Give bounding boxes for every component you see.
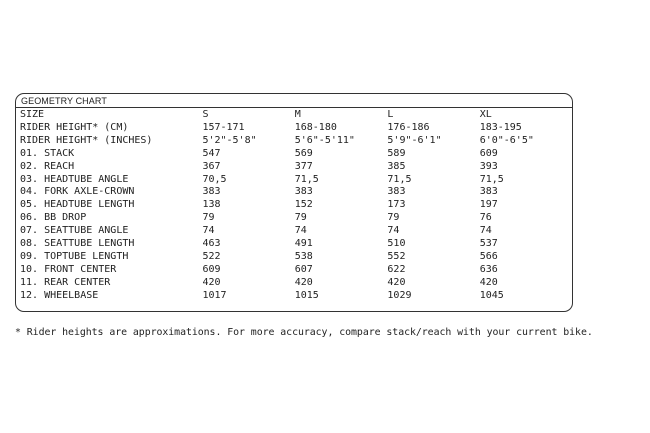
header-size-label: SIZE: [20, 109, 45, 120]
row-value-xl: 636: [479, 263, 498, 275]
row-label: 04. FORK AXLE-CROWN: [20, 186, 135, 198]
row-value-s: 547: [202, 147, 221, 159]
row-value-m: 383: [294, 186, 313, 198]
row-label: RIDER HEIGHT* (INCHES): [20, 134, 153, 146]
table-body: [20, 122, 572, 303]
header-size-xl: XL: [479, 109, 492, 120]
row-value-s: 74: [202, 225, 215, 237]
row-label: RIDER HEIGHT* (CM): [20, 121, 129, 133]
table-row: [20, 290, 572, 303]
row-value-l: 173: [387, 199, 406, 211]
row-value-xl: 74: [479, 225, 492, 237]
row-value-m: 1015: [294, 289, 319, 301]
row-value-xl: 71,5: [479, 173, 504, 185]
row-value-l: 79: [387, 212, 400, 224]
row-value-m: 377: [294, 160, 313, 172]
row-value-s: 367: [202, 160, 221, 172]
row-value-l: 622: [387, 263, 406, 275]
row-value-m: 569: [294, 147, 313, 159]
row-value-m: 152: [294, 199, 313, 211]
row-value-l: 385: [387, 160, 406, 172]
row-value-m: 79: [294, 212, 307, 224]
table-row: [20, 174, 572, 187]
chart-title: GEOMETRY CHART: [16, 94, 572, 108]
row-label: 11. REAR CENTER: [20, 276, 111, 288]
row-value-xl: 1045: [479, 289, 504, 301]
row-label: 01. STACK: [20, 147, 75, 159]
table-header-row: [20, 109, 572, 122]
row-value-s: 5'2"-5'8": [202, 134, 257, 146]
row-value-m: 491: [294, 238, 313, 250]
row-value-s: 138: [202, 199, 221, 211]
row-label: 05. HEADTUBE LENGTH: [20, 199, 135, 211]
row-value-l: 552: [387, 250, 406, 262]
table-row: [20, 277, 572, 290]
header-size-s: S: [202, 109, 209, 120]
row-value-l: 5'9"-6'1": [387, 134, 442, 146]
row-value-s: 383: [202, 186, 221, 198]
row-value-xl: 609: [479, 147, 498, 159]
row-value-s: 463: [202, 238, 221, 250]
header-size-l: L: [387, 109, 394, 120]
row-value-xl: 420: [479, 276, 498, 288]
row-value-l: 383: [387, 186, 406, 198]
table-row: [20, 238, 572, 251]
row-label: 09. TOPTUBE LENGTH: [20, 250, 129, 262]
row-value-l: 74: [387, 225, 400, 237]
row-value-xl: 197: [479, 199, 498, 211]
row-value-m: 538: [294, 250, 313, 262]
row-value-xl: 6'0"-6'5": [479, 134, 534, 146]
table-row: [20, 135, 572, 148]
table-row: [20, 122, 572, 135]
row-value-m: 5'6"-5'11": [294, 134, 355, 146]
row-value-xl: 76: [479, 212, 492, 224]
row-value-xl: 537: [479, 238, 498, 250]
geometry-chart: [15, 93, 573, 312]
row-label: 07. SEATTUBE ANGLE: [20, 225, 129, 237]
row-value-m: 607: [294, 263, 313, 275]
row-value-l: 589: [387, 147, 406, 159]
row-value-s: 1017: [202, 289, 227, 301]
row-value-l: 420: [387, 276, 406, 288]
table-row: [20, 199, 572, 212]
table-row: [20, 264, 572, 277]
row-label: 06. BB DROP: [20, 212, 87, 224]
row-value-s: 79: [202, 212, 215, 224]
row-value-s: 157-171: [202, 121, 245, 133]
footnote: * Rider heights are approximations. For more accuracy, compare stack/reach with your current bike.: [15, 327, 593, 338]
row-value-s: 70,5: [202, 173, 227, 185]
row-label: 03. HEADTUBE ANGLE: [20, 173, 129, 185]
row-value-xl: 393: [479, 160, 498, 172]
row-value-s: 522: [202, 250, 221, 262]
row-label: 10. FRONT CENTER: [20, 263, 117, 275]
row-value-m: 71,5: [294, 173, 319, 185]
row-value-m: 420: [294, 276, 313, 288]
row-value-m: 168-180: [294, 121, 337, 133]
table-row: [20, 148, 572, 161]
table-row: [20, 225, 572, 238]
row-value-m: 74: [294, 225, 307, 237]
row-value-xl: 183-195: [479, 121, 522, 133]
table-row: [20, 212, 572, 225]
row-label: 02. REACH: [20, 160, 75, 172]
header-size-m: M: [294, 109, 301, 120]
row-value-l: 176-186: [387, 121, 430, 133]
row-value-l: 510: [387, 238, 406, 250]
row-value-s: 420: [202, 276, 221, 288]
row-value-l: 71,5: [387, 173, 412, 185]
row-value-xl: 566: [479, 250, 498, 262]
row-value-s: 609: [202, 263, 221, 275]
row-value-l: 1029: [387, 289, 412, 301]
geometry-table: [20, 109, 572, 303]
table-row: [20, 186, 572, 199]
row-label: 08. SEATTUBE LENGTH: [20, 238, 135, 250]
table-row: [20, 161, 572, 174]
row-value-xl: 383: [479, 186, 498, 198]
row-label: 12. WHEELBASE: [20, 289, 99, 301]
table-row: [20, 251, 572, 264]
